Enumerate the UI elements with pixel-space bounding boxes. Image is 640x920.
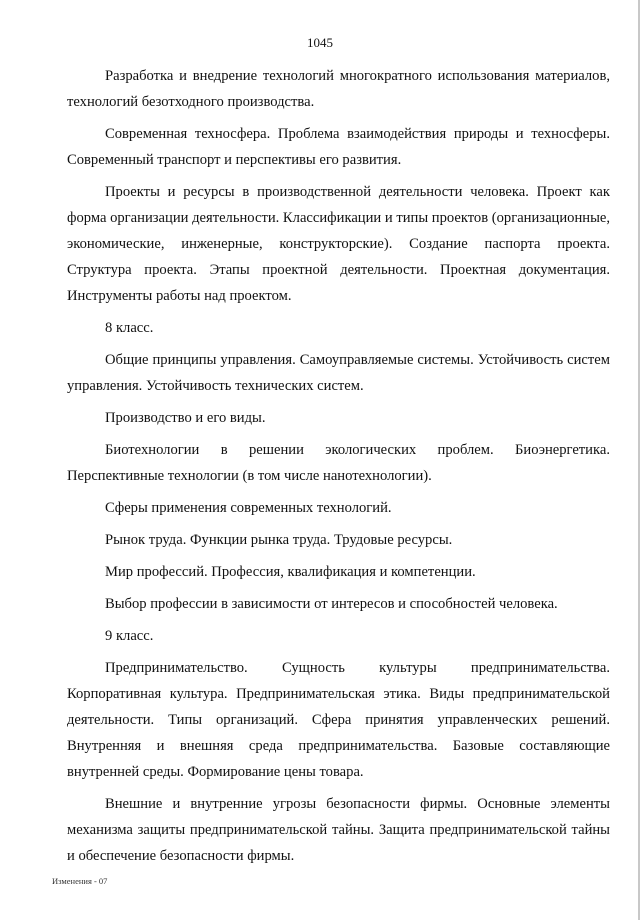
heading-grade-8: 8 класс.: [105, 320, 154, 336]
page-number: 1045: [307, 35, 333, 50]
paragraph-professions: Мир профессий. Профессия, квалификация и компетенции.: [105, 564, 476, 580]
paragraph-biotechnology: Биотехнологии в решении экологических проблем. Биоэнергетика. Перспективные технологии (в том числе нанотехнологии).: [67, 442, 610, 484]
paragraph-technosphere: Современная техносфера. Проблема взаимодействия природы и техносферы. Современный транспорт и перспективы его развития.: [67, 126, 610, 168]
paragraph-entrepreneurship: Предпринимательство. Сущность культуры предпринимательства. Корпоративная культура. Предпринимательская этика. Виды предпринимательской деятельности. Типы организаций. Сфера принятия управленческих решений. Внутренняя и внешняя среда предпринимательства. Базовые составляющие внутренней среды. Формирование цены товара.: [67, 660, 610, 780]
paragraph-projects: Проекты и ресурсы в производственной деятельности человека. Проект как форма организации деятельности. Классификации и типы проектов (организационные, экономические, инженерные, конструкторские). Создание паспорта проекта. Структура проекта. Этапы проектной деятельности. Проектная документация. Инструменты работы над проектом.: [67, 184, 611, 304]
paragraph-career-choice: Выбор профессии в зависимости от интересов и способностей человека.: [105, 596, 558, 612]
paragraph-production: Производство и его виды.: [105, 410, 266, 426]
paragraph-waste-free-technologies: Разработка и внедрение технологий многократного использования материалов, технологий безотходного производства.: [67, 68, 610, 110]
document-body: [67, 63, 610, 869]
paragraph-security-threats: Внешние и внутренние угрозы безопасности фирмы. Основные элементы механизма защиты предпринимательской тайны. Защита предпринимательской тайны и обеспечение безопасности фирмы.: [67, 796, 610, 864]
paragraph-labor-market: Рынок труда. Функции рынка труда. Трудовые ресурсы.: [105, 532, 453, 548]
paragraph-modern-technologies: Сферы применения современных технологий.: [105, 500, 392, 516]
footer-revision: Изменения - 07: [52, 876, 108, 886]
heading-grade-9: 9 класс.: [105, 628, 154, 644]
paragraph-management: Общие принципы управления. Самоуправляемые системы. Устойчивость систем управления. Устойчивость технических систем.: [67, 352, 610, 394]
